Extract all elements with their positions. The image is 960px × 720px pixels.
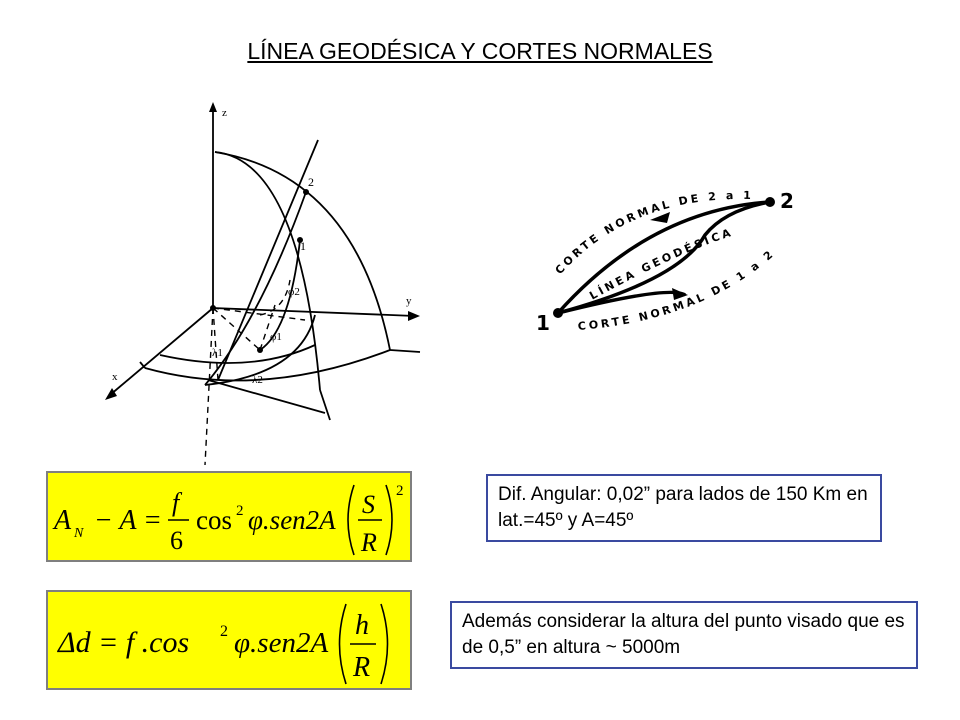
svg-text:S: S — [362, 490, 375, 519]
svg-text:φ.sen2A: φ.sen2A — [248, 505, 336, 535]
svg-text:R: R — [353, 652, 371, 683]
svg-text:2: 2 — [236, 503, 244, 519]
y-axis-label: y — [406, 295, 412, 307]
point-1-label: 1 — [300, 239, 306, 253]
point-2-label: 2 — [308, 175, 314, 189]
svg-text:R: R — [361, 528, 377, 557]
point-1-label: 1 — [536, 311, 550, 335]
lower-curve-label: CORTE NORMAL DE 1 a 2 — [577, 246, 778, 334]
note-angular-difference: Dif. Angular: 0,02” para lados de 150 Km en lat.=45º y A=45º — [486, 474, 882, 542]
svg-text:Δd = f .cos: Δd = f .cos — [58, 626, 190, 659]
point-2-dot — [765, 197, 775, 207]
lambda-2-label: λ2 — [252, 374, 263, 386]
note-height-consideration: Además considerar la altura del punto visado que es de 0,5” en altura ~ 5000m — [450, 601, 918, 669]
middle-curve-label: LÍNEA GEODÉSICA — [587, 225, 735, 303]
svg-text:A: A — [54, 505, 72, 536]
upper-curve-label: CORTE NORMAL DE 2 a 1 — [552, 188, 754, 277]
svg-text:h: h — [355, 610, 369, 641]
svg-text:N: N — [74, 526, 84, 541]
svg-text:2: 2 — [220, 623, 228, 640]
x-axis-label: x — [112, 371, 118, 383]
svg-text:6: 6 — [170, 526, 183, 555]
formula-height-correction — [46, 590, 412, 690]
svg-text:φ.sen2A: φ.sen2A — [234, 627, 329, 659]
geodesic-diagram — [530, 170, 810, 350]
edge-right — [390, 350, 420, 352]
svg-text:2: 2 — [396, 483, 404, 499]
outer-meridian-arc-2 — [215, 152, 320, 390]
y-axis — [213, 308, 415, 316]
svg-text:cos: cos — [196, 505, 232, 535]
svg-text:− A =: − A = — [94, 505, 162, 536]
formula-1-svg — [48, 473, 410, 560]
ellipsoid-diagram — [100, 100, 430, 470]
z-axis-label: z — [222, 107, 227, 119]
point-1-dot — [553, 308, 563, 318]
outer-parallel-arc — [145, 350, 390, 380]
phi-2-label: φ2 — [288, 286, 300, 298]
formula-azimuth-difference — [46, 471, 412, 562]
point-2-label: 2 — [780, 189, 794, 213]
svg-text:f: f — [172, 488, 180, 517]
formula-2-svg — [48, 592, 410, 688]
page-title: LÍNEA GEODÉSICA Y CORTES NORMALES — [247, 38, 713, 64]
x-axis — [110, 308, 213, 395]
lambda-1-label: λ1 — [212, 347, 223, 359]
edge-bottom — [320, 390, 330, 420]
phi-1-label: φ1 — [270, 331, 282, 343]
